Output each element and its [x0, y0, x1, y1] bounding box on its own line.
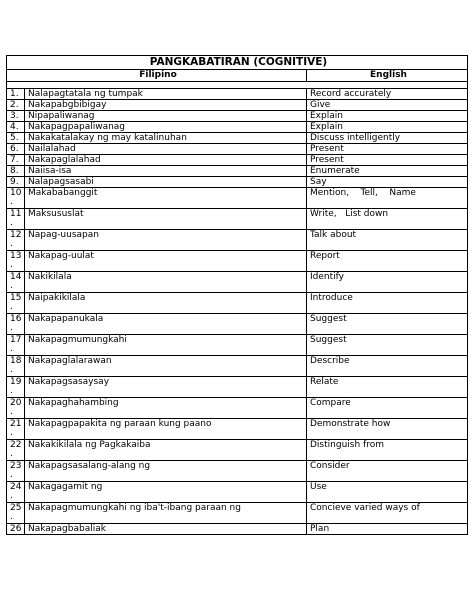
row-number [7, 419, 25, 440]
row-number [7, 377, 25, 398]
row-number-dot: . [10, 239, 13, 249]
row-number [7, 209, 25, 230]
table-row [7, 314, 468, 335]
table-row [7, 251, 468, 272]
row-number-dot: . [10, 218, 13, 228]
row-number [7, 503, 25, 524]
table-row [7, 100, 468, 111]
english-term: Give [307, 100, 468, 111]
table-row [7, 111, 468, 122]
row-number [7, 461, 25, 482]
row-number-text: 11 [10, 209, 22, 219]
filipino-term: Nipapaliwanag [25, 111, 307, 122]
table-row [7, 209, 468, 230]
row-number-dot: . [10, 491, 13, 501]
row-number [7, 482, 25, 503]
row-number [7, 230, 25, 251]
filipino-term: Nakapagmumungkahi ng iba't-ibang paraan ng [25, 503, 307, 524]
row-number [7, 89, 25, 100]
english-term: Write, List down [307, 209, 468, 230]
english-term: Record accurately [307, 89, 468, 100]
row-number [7, 440, 25, 461]
row-number-text: 18 [10, 356, 22, 366]
row-number-text: 23 [10, 461, 22, 471]
table-row [7, 524, 468, 535]
row-number [7, 293, 25, 314]
row-number [7, 122, 25, 133]
header-english: English [307, 70, 468, 82]
filipino-term: Maksususlat [25, 209, 307, 230]
english-term: Use [307, 482, 468, 503]
english-term: Present [307, 144, 468, 155]
table-row [7, 155, 468, 166]
row-number-dot: . [10, 407, 13, 417]
row-number-text: 13 [10, 251, 22, 261]
table-row [7, 461, 468, 482]
row-number-dot: . [10, 365, 13, 375]
english-term: Compare [307, 398, 468, 419]
row-number-text: 10 [10, 188, 22, 198]
table-row [7, 293, 468, 314]
filipino-term: Nalapagtatala ng tumpak [25, 89, 307, 100]
row-number-text: 4. [10, 122, 19, 132]
english-term: Identify [307, 272, 468, 293]
row-number-dot: . [10, 386, 13, 396]
row-number-text: 22 [10, 440, 22, 450]
row-number-text: 2. [10, 100, 19, 110]
filipino-term: Nakapabgbibigay [25, 100, 307, 111]
table-title-row [7, 56, 468, 70]
table-row [7, 89, 468, 100]
row-number-dot: . [10, 197, 13, 207]
filipino-term: Nakikilala [25, 272, 307, 293]
row-number-dot: . [10, 428, 13, 438]
english-term: Discuss intelligently [307, 133, 468, 144]
filipino-term: Makababanggit [25, 188, 307, 209]
row-number [7, 166, 25, 177]
row-number [7, 177, 25, 188]
english-term: Explain [307, 111, 468, 122]
row-number-text: 20 [10, 398, 22, 408]
row-number-text: 3. [10, 111, 19, 121]
table-spacer-row [7, 82, 468, 89]
english-term: Explain [307, 122, 468, 133]
row-number-dot: . [10, 470, 13, 480]
row-number [7, 524, 25, 535]
row-number [7, 251, 25, 272]
row-number-text: 14 [10, 272, 22, 282]
table-title: PANGKABATIRAN (COGNITIVE) [7, 56, 468, 70]
english-term: Suggest [307, 335, 468, 356]
filipino-term: Nakapagbabaliak [25, 524, 307, 535]
cognitive-verbs-table [6, 55, 468, 555]
table-row [7, 503, 468, 524]
row-number [7, 398, 25, 419]
row-number-text: 5. [10, 133, 19, 143]
table-row [7, 440, 468, 461]
row-number [7, 188, 25, 209]
row-number-text: 8. [10, 166, 19, 176]
filipino-term: Nakapagpapaliwanag [25, 122, 307, 133]
filipino-term: Napag-uusapan [25, 230, 307, 251]
table-header-row [7, 70, 468, 82]
english-term: Enumerate [307, 166, 468, 177]
english-term: Distinguish from [307, 440, 468, 461]
filipino-term: Naiisa-isa [25, 166, 307, 177]
row-number-dot: . [10, 512, 13, 522]
table-row [7, 133, 468, 144]
table-row [7, 482, 468, 503]
table-row [7, 356, 468, 377]
table-row [7, 272, 468, 293]
table-row [7, 419, 468, 440]
row-number [7, 155, 25, 166]
english-term: Introduce [307, 293, 468, 314]
row-number [7, 111, 25, 122]
english-term: Mention, Tell, Name [307, 188, 468, 209]
filipino-term: Nakapaghahambing [25, 398, 307, 419]
filipino-term: Naipakikilala [25, 293, 307, 314]
english-term: Consider [307, 461, 468, 482]
filipino-term: Nailalahad [25, 144, 307, 155]
filipino-term: Nakapapanukala [25, 314, 307, 335]
row-number-text: 16 [10, 314, 22, 324]
english-term: Suggest [307, 314, 468, 335]
filipino-term: Nakapaglalahad [25, 155, 307, 166]
english-term: Concieve varied ways of [307, 503, 468, 524]
row-number [7, 100, 25, 111]
row-number-text: 25 [10, 503, 22, 513]
row-number-text: 1. [10, 89, 19, 99]
row-number-dot: . [10, 302, 13, 312]
english-term: Talk about [307, 230, 468, 251]
row-number [7, 272, 25, 293]
row-number [7, 144, 25, 155]
row-number [7, 335, 25, 356]
row-number-text: 7. [10, 155, 19, 165]
table-row [7, 230, 468, 251]
row-number-text: 6. [10, 144, 19, 154]
table-row [7, 188, 468, 209]
filipino-term: Nakagagamit ng [25, 482, 307, 503]
row-number [7, 356, 25, 377]
english-term: Describe [307, 356, 468, 377]
row-number-dot: . [10, 449, 13, 459]
english-term: Relate [307, 377, 468, 398]
table-row [7, 177, 468, 188]
english-term: Say [307, 177, 468, 188]
header-filipino: Filipino [7, 70, 307, 82]
table-row [7, 144, 468, 155]
row-number-text: 12 [10, 230, 22, 240]
row-number-text: 17 [10, 335, 22, 345]
english-term: Present [307, 155, 468, 166]
filipino-term: Nakapaglalarawan [25, 356, 307, 377]
filipino-term: Nakakikilala ng Pagkakaiba [25, 440, 307, 461]
filipino-term: Nakapagmumungkahi [25, 335, 307, 356]
filipino-term: Nakapag-uulat [25, 251, 307, 272]
row-number-dot: . [10, 281, 13, 291]
filipino-term: Nakakatalakay ng may katalinuhan [25, 133, 307, 144]
english-term: Report [307, 251, 468, 272]
row-number-text: 24 [10, 482, 22, 492]
table-row [7, 398, 468, 419]
row-number [7, 133, 25, 144]
row-number-text: 19 [10, 377, 22, 387]
filipino-term: Nakapagpapakita ng paraan kung paano [25, 419, 307, 440]
row-number-text: 21 [10, 419, 22, 429]
row-number-dot: . [10, 260, 13, 270]
row-number-text: 26 [10, 524, 22, 534]
row-number-text: 15 [10, 293, 22, 303]
table-row [7, 335, 468, 356]
table-row [7, 122, 468, 133]
row-number-text: 9. [10, 177, 19, 187]
filipino-term: Nakapagsasaysay [25, 377, 307, 398]
table-row [7, 166, 468, 177]
english-term: Plan [307, 524, 468, 535]
english-term: Demonstrate how [307, 419, 468, 440]
row-number-dot: . [10, 323, 13, 333]
table-row [7, 377, 468, 398]
row-number-dot: . [10, 344, 13, 354]
filipino-term: Nalapagsasabi [25, 177, 307, 188]
filipino-term: Nakapagsasalang-alang ng [25, 461, 307, 482]
row-number [7, 314, 25, 335]
